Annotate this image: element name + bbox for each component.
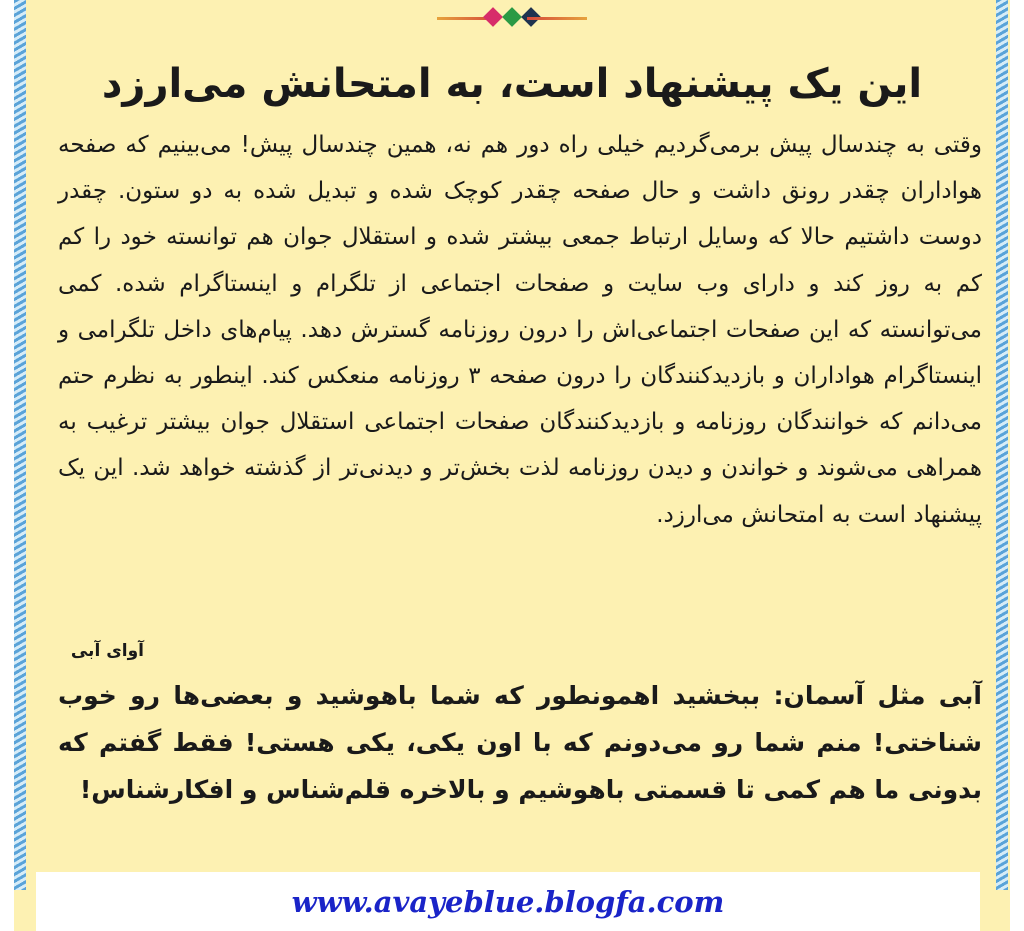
article-body: وقتی به چندسال پیش برمی‌گردیم خیلی راه دور هم نه، همین چندسال پیش! می‌بینیم که صفحه هواداران چقدر رونق داشت و حال صفحه چقدر کوچک شده و تبدیل شده به دو ستون. چقدر دوست داشتیم حالا که وسایل ارتباط جمعی بیشتر شده و استقلال جوان هم توانسته خود را کم کم به روز کند و دارای وب سایت و صفحات اجتماعی از تلگرام و اینستاگرام شده. کمی می‌توانسته که این صفحات اجتماعی‌اش را درون روزنامه گسترش دهد. پیام‌های داخل تلگرامی و اینستاگرام هواداران و بازدیدکنندگان را درون صفحه ۳ روزنامه منعکس کند. اینطور به نظرم حتم می‌دانم که خوانندگان روزنامه و بازدیدکنندگان صفحات اجتماعی استقلال جوان بیشتر ترغیب به همراهی می‌شوند و خواندن و دیدن روزنامه لذت بخش‌تر و دیدنی‌تر از گذشته خواهد شد. این یک پیشنهاد است به امتحانش می‌ارزد. bbox=[58, 132, 982, 528]
author-name: آوای آبی bbox=[70, 641, 144, 661]
right-rope-border bbox=[996, 0, 1008, 890]
pink-diamond-icon bbox=[483, 7, 503, 27]
article-title: این یک پیشنهاد است، به امتحانش می‌ارزد bbox=[101, 61, 923, 107]
footer-bar bbox=[36, 872, 980, 931]
ornament-line-right bbox=[527, 17, 587, 20]
left-rope-border bbox=[14, 0, 26, 890]
header-ornament bbox=[437, 6, 587, 30]
blog-url-link[interactable]: www.avayeblue.blogfa.com bbox=[291, 885, 725, 919]
reader-letter: آبی مثل آسمان: ببخشید اهمونطور که شما باهوشید و بعضی‌ها رو خوب شناختی! منم شما رو می‌دونم که با اون یکی، یکی هستی! فقط گفتم که بدونی ما هم کمی تا قسمتی باهوشیم و بالاخره قلم‌شناس و افکارشناس! bbox=[58, 681, 982, 804]
green-diamond-icon bbox=[502, 7, 522, 27]
